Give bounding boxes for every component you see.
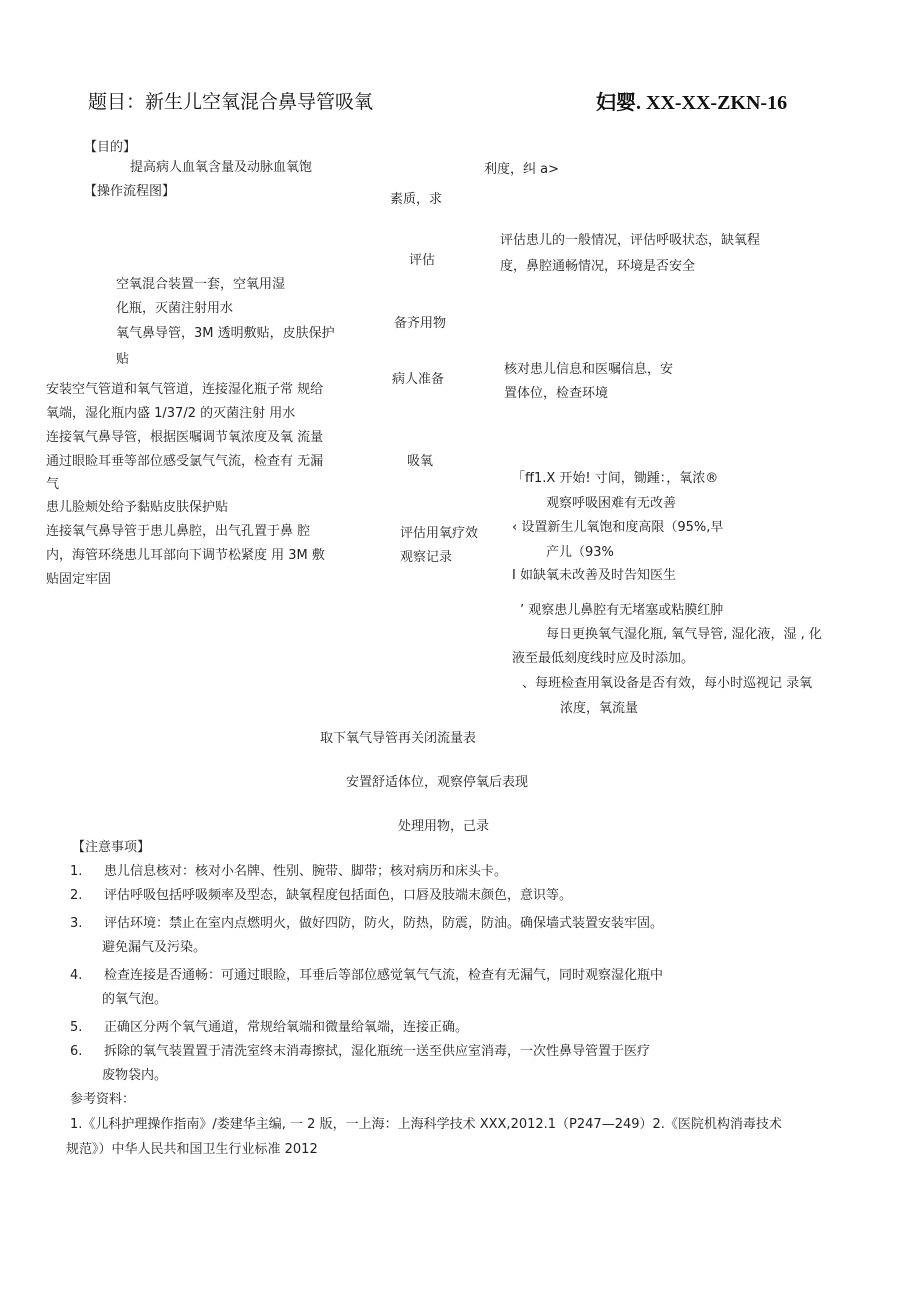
purpose-text-continued: 利度，纠 a>	[484, 162, 559, 177]
step-assess: 评估	[409, 253, 436, 268]
note-number: 6.	[70, 1044, 83, 1059]
references-heading: 参考资料：	[70, 1092, 136, 1107]
supplies-line: 空氧混合装置一套，空氧用湿	[116, 277, 286, 292]
notes-heading: 【注意事项】	[72, 840, 151, 855]
purpose-heading: 【目的】	[84, 140, 137, 155]
evaluate-line: 每日更换氧气湿化瓶, 氧气导管, 湿化液，湿 , 化	[546, 627, 822, 642]
oxygen-step-line: 贴固定牢固	[46, 572, 112, 587]
oxygen-step-line: 连接氧气鼻导管，根据医嘱调节氧浓度及氧 流量	[46, 430, 324, 445]
note-item: 评估环境：禁止在室内点燃明火，做好四防，防火，防热，防震，防油。确保墙式装置安装牢固。	[104, 916, 664, 931]
oxygen-step-line: 内，海管环绕患儿耳部向下调节松紧度 用 3M 敷	[46, 548, 325, 563]
page-title: 题目：新生儿空氧混合鼻导管吸氧	[88, 91, 374, 113]
reference-line: 规范》）中华人民共和国卫生行业标准 2012	[66, 1142, 318, 1157]
evaluate-line: 液至最低刻度线时应及时添加。	[512, 651, 695, 666]
oxygen-step-line: 通过眼睑耳垂等部位感受氯气气流，检查有 无漏	[46, 454, 324, 469]
step-prepare-supplies: 备齐用物	[394, 316, 447, 331]
supplies-line: 贴	[116, 352, 130, 367]
note-item-continued: 的氧气泡。	[102, 992, 168, 1007]
evaluate-line: I 如缺氧未改善及时告知医生	[512, 568, 676, 583]
note-number: 2.	[70, 888, 83, 903]
step-oxygen: 吸氧	[407, 454, 434, 469]
assess-detail-line: 评估患儿的一般情况，评估呼吸状态，缺氧程	[500, 233, 761, 248]
note-number: 1.	[70, 864, 83, 879]
step-evaluate: 评估用氧疗效	[400, 526, 479, 541]
note-number: 3.	[70, 916, 83, 931]
patient-prep-line: 核对患儿信息和医嘱信息，安	[504, 362, 674, 377]
end-step-position: 安置舒适体位，观察停氧后表现	[346, 775, 529, 790]
oxygen-step-line: 氧端，湿化瓶内盛 1/37/2 的灭菌注射 用水	[46, 406, 296, 421]
assess-detail-line: 度，鼻腔通畅情况，环境是否安全	[500, 259, 696, 274]
patient-prep-line: 置体位，检查环境	[504, 386, 609, 401]
evaluate-line: 、每班检查用氧设备是否有效，每小时巡视记 录氧	[522, 676, 813, 691]
supplies-line: 氧气鼻导管，3M 透明敷贴，皮肤保护	[116, 326, 335, 341]
oxygen-step-line: 连接氧气鼻导管于患儿鼻腔，出气孔置于鼻 腔	[46, 524, 311, 539]
note-item-continued: 废物袋内。	[102, 1068, 168, 1083]
flow-heading: 【操作流程图】	[84, 184, 176, 199]
note-item: 患儿信息核对：核对小名牌、性别、腕带、脚带；核对病历和床头卡。	[104, 864, 508, 879]
note-item: 评估呼吸包括呼吸频率及型态，缺氧程度包括面色，口唇及肢端末颜色，意识等。	[104, 888, 573, 903]
evaluate-line: ’ 观察患儿鼻腔有无堵塞或粘膜红肿	[520, 603, 724, 618]
step-patient-prep: 病人准备	[392, 372, 445, 387]
oxygen-step-line: 患儿脸颊处给予黏贴皮肤保护贴	[46, 500, 229, 515]
supplies-line: 化瓶，灭菌注射用水	[116, 301, 234, 316]
document-code: 妇婴. XX-XX-ZKN-16	[596, 92, 788, 114]
note-number: 4.	[70, 968, 83, 983]
end-step-dispose: 处理用物，己录	[398, 819, 490, 834]
note-item: 拆除的氧气装置置于清洗室终末消毒擦拭，湿化瓶统一送至供应室消毒，一次性鼻导管置于医疗	[104, 1044, 651, 1059]
reference-line: 1.《儿科护理操作指南》/娄建华主编, 一 2 版，一上海：上海科学技术 XXX,2012.1（P247—249）2.《医院机构消毒技术	[70, 1117, 782, 1132]
purpose-text: 提高病人血氧含量及动脉血氧饱	[130, 160, 313, 175]
step-quality: 素质，求	[390, 192, 443, 207]
end-step-remove-tube: 取下氧气导管再关闭流量表	[320, 731, 477, 746]
evaluate-line: ‹ 设置新生儿氧饱和度高限（95%,早	[512, 520, 724, 535]
evaluate-line: 观察呼吸困难有无改善	[546, 496, 677, 511]
oxygen-step-line: 气	[46, 477, 60, 492]
note-item-continued: 避免漏气及污染。	[102, 940, 207, 955]
step-observe-record: 观察记录	[400, 550, 453, 565]
evaluate-line: 产儿（93%	[546, 545, 614, 560]
note-item: 正确区分两个氧气通道，常规给氧端和微量给氧端，连接正确。	[104, 1020, 469, 1035]
evaluate-line: 「ff1.X 开始! 寸间，锄踵：，氧浓®	[512, 471, 719, 486]
note-number: 5.	[70, 1020, 83, 1035]
note-item: 检查连接是否通畅：可通过眼睑，耳垂后等部位感觉氧气气流，检查有无漏气，同时观察湿化瓶中	[104, 968, 664, 983]
evaluate-line: 浓度，氧流量	[560, 701, 639, 716]
oxygen-step-line: 安装空气管道和氧气管道，连接湿化瓶子常 规给	[46, 382, 324, 397]
